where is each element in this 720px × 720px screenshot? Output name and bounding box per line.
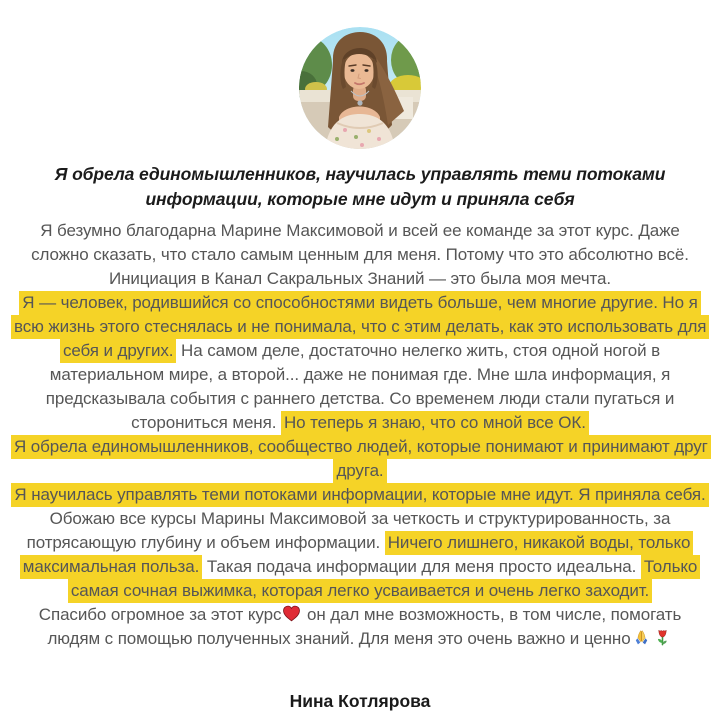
text-segment: Спасибо огромное за этот курс <box>38 605 282 624</box>
highlighted-text: Только самая сочная выжимка, которая легко усваивается и очень легко заходит. <box>68 555 700 603</box>
testimonial-body <box>11 219 709 651</box>
highlighted-text: Я — человек, родившийся со способностями видеть больше, чем многие другие. Но я всю жизнь этого стеснялась и не понимала, что с этим делать, как это использовать для себя и других. <box>11 291 709 363</box>
text-segment: он дал мне возможность, в том числе, помогать людям с помощью полученных знаний. Для меня это очень важно и ценно <box>47 605 682 648</box>
author-name: Нина Котлярова <box>289 691 431 711</box>
testimonial-paragraph <box>11 291 709 435</box>
tulip-emoji <box>653 628 672 647</box>
highlighted-text: Я обрела единомышленников, сообщество людей, которые понимают и принимают друг друга. <box>11 435 711 483</box>
testimonial-paragraph <box>11 483 709 507</box>
text-segment: Такая подача информации для меня просто идеальна. <box>202 557 641 576</box>
testimonial-paragraph <box>11 435 709 483</box>
author-photo-illustration <box>299 27 421 149</box>
testimonial-paragraph <box>11 507 709 603</box>
highlighted-text: Но теперь я знаю, что со мной все ОК. <box>281 411 589 435</box>
text-segment: Я безумно благодарна Марине Максимовой и всей ее команде за этот курс. Даже сложно сказать, что стало самым ценным для меня. Потому что это абсолютно всё. Инициация в Канал Сакральных Знаний — это была моя мечта. <box>31 221 689 288</box>
testimonial-paragraph <box>11 219 709 291</box>
testimonial-paragraph <box>11 603 709 651</box>
folded-hands-emoji <box>632 628 651 647</box>
red-heart-emoji <box>282 604 301 623</box>
testimonial-heading: Я обрела единомышленников, научилась управлять теми потоками информации, которые мне идут и приняла себя <box>54 164 666 209</box>
highlighted-text: Я научилась управлять теми потоками информации, которые мне идут. Я приняла себя. <box>11 483 708 507</box>
text-segment: Обожаю все курсы Марины Максимовой за четкость и структурированность, за потрясающую глубину и объем информации. <box>26 509 671 552</box>
text-segment: На самом деле, достаточно нелегко жить, стоя одной ногой в материальном мире, а второй... даже не понимая где. Мне шла информация, я предсказывала события с раннего детства. Со временем люди стали пугаться и сторониться меня. <box>45 341 675 432</box>
author-photo <box>299 27 421 149</box>
highlighted-text: Ничего лишнего, никакой воды, только максимальная польза. <box>20 531 694 579</box>
